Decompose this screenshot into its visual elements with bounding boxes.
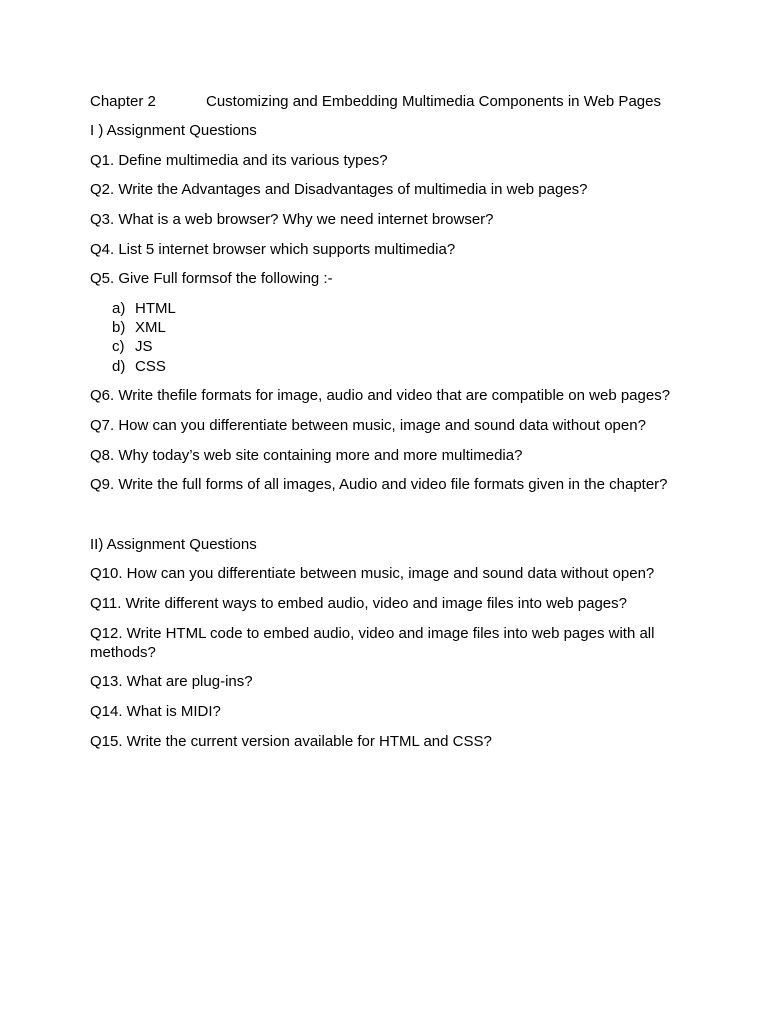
- question-q3: Q3. What is a web browser? Why we need internet browser?: [90, 211, 494, 228]
- list-item-b: [112, 319, 166, 337]
- list-marker: d): [112, 358, 126, 375]
- question-q15: Q15. Write the current version available for HTML and CSS?: [90, 733, 492, 750]
- question-q13: Q13. What are plug-ins?: [90, 673, 253, 690]
- question-q2: Q2. Write the Advantages and Disadvantages of multimedia in web pages?: [90, 181, 588, 198]
- list-item-a: [112, 300, 176, 318]
- question-q9: Q9. Write the full forms of all images, Audio and video file formats given in the chapter?: [90, 476, 668, 493]
- list-text: HTML: [135, 300, 176, 317]
- question-q1: Q1. Define multimedia and its various types?: [90, 152, 388, 169]
- question-q5: Q5. Give Full formsof the following :-: [90, 270, 333, 287]
- list-text: JS: [135, 338, 153, 355]
- question-q12: Q12. Write HTML code to embed audio, video and image files into web pages with all methods?: [90, 625, 655, 661]
- section-1-heading: I ) Assignment Questions: [90, 122, 257, 139]
- list-item-d: [112, 358, 166, 376]
- question-q11: Q11. Write different ways to embed audio, video and image files into web pages?: [90, 595, 627, 612]
- question-q8: Q8. Why today’s web site containing more and more multimedia?: [90, 447, 523, 464]
- question-q6: Q6. Write thefile formats for image, audio and video that are compatible on web pages?: [90, 387, 671, 404]
- question-q10: Q10. How can you differentiate between music, image and sound data without open?: [90, 565, 655, 582]
- chapter-label: Chapter 2: [90, 93, 156, 110]
- list-marker: c): [112, 338, 125, 355]
- chapter-title: Customizing and Embedding Multimedia Components in Web Pages: [206, 93, 661, 110]
- question-q14: Q14. What is MIDI?: [90, 703, 221, 720]
- list-text: XML: [135, 319, 166, 336]
- list-text: CSS: [135, 358, 166, 375]
- section-2-heading: II) Assignment Questions: [90, 536, 257, 553]
- list-item-c: [112, 338, 153, 356]
- question-q7: Q7. How can you differentiate between music, image and sound data without open?: [90, 417, 646, 434]
- list-marker: a): [112, 300, 126, 317]
- list-marker: b): [112, 319, 126, 336]
- question-q4: Q4. List 5 internet browser which supports multimedia?: [90, 241, 456, 258]
